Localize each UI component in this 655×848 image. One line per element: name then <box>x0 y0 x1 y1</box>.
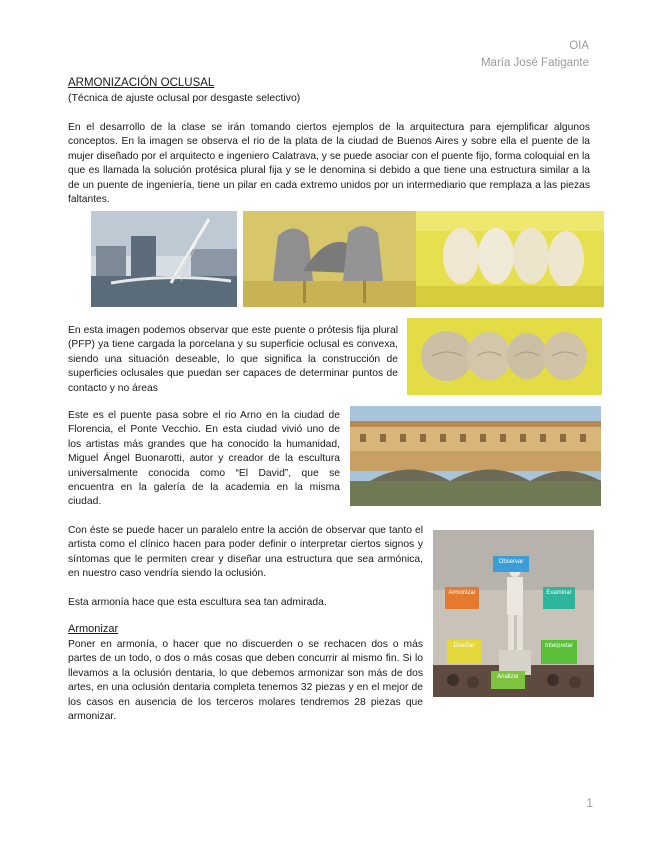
header-author: María José Fatigante <box>480 57 589 69</box>
diagram-node-examinar: Examinar <box>543 587 575 609</box>
diagram-node-observar: Observar <box>493 556 529 572</box>
diagram-node-analizar: Analizar <box>491 671 525 689</box>
document-subtitle: (Técnica de ajuste oclusal por desgaste selectivo) <box>68 92 301 104</box>
diagram-node-interpretar: Interpretar <box>541 640 577 664</box>
section-heading-armonizar: Armonizar <box>68 623 119 635</box>
ceramic-bridge-model-photo <box>416 211 604 307</box>
header-code: OIA <box>569 40 589 52</box>
paragraph-admirada: Esta armonía hace que esta escultura sea tan admirada. <box>68 597 327 608</box>
paragraph-armonizar: Poner en armonía, o hacer que no discuerden o se rechacen dos o más partes de un todo, o dos o más cosas que deben concurrir al mismo fin. Si lo llevamos a la oclusión dentaria, lo que debemos armonizar son más de dos artes, en una oclusión dentaria completa tenemos 32 piezas y en el mejor de los casos en ausencia de los terceros molares tendremos 28 piezas que armonizar. <box>68 639 423 723</box>
page-number: 1 <box>586 796 593 810</box>
puente-de-la-mujer-photo <box>91 211 237 307</box>
diagram-node-armonizar: Armonizar <box>445 587 479 609</box>
ponte-vecchio-photo <box>350 406 601 506</box>
porcelain-bridge-occlusal-photo <box>407 318 602 395</box>
paragraph-pfp: En esta imagen podemos observar que este puente o prótesis fija plural (PFP) ya tiene cargada la porcelana y su superficie oclusal es convexa, siendo una situación deseable, lo que significa la construcción de superficies oclusales que puedan ser capaces de determinar puntos de contacto y no áreas <box>68 325 398 394</box>
david-cycle-diagram <box>433 530 594 697</box>
diagram-node-disenar: Diseñar <box>447 640 481 664</box>
paragraph-paralelo: Con éste se puede hacer un paralelo entre la acción de observar que tanto el artista como el clínico hacen para poder definir o interpretar ciertos signos y síntomas que le permiten crear y diseñar una estructura que sea armónica, en nuestro caso vendría siendo la oclusión. <box>68 525 423 580</box>
document-title: ARMONIZACIÓN OCLUSAL <box>68 77 215 89</box>
paragraph-intro: En el desarrollo de la clase se irán tomando ciertos ejemplos de la arquitectura para ejemplificar algunos conceptos. En la imagen se observa el rio de la plata de la ciudad de Buenos Aires y sobre ella el puente de la mujer diseñado por el arquitecto e ingeniero Calatrava, y se puede asociar con el puente fijo, forma coloquial en la que es llamada la solución protésica plural fija y se le denomina si debido a que tiene una estructura similar a la de un puente de ingeniería, tiene un pilar en cada extremo unidos por un intermediario que remplaza a las piezas faltantes. <box>68 122 590 206</box>
paragraph-ponte-vecchio: Este es el puente pasa sobre el rio Arno en la ciudad de Florencia, el Ponte Vecchio. En esta ciudad vivió uno de los artistas más grandes que ha conocido la humanidad, Miguel Ángel Buonarotti, autor y creador de la escultura universalmente conocida como “El David”, que se encuentra en la galería de la academia en la misma ciudad. <box>68 410 340 508</box>
metal-bridge-model-photo <box>243 211 416 307</box>
